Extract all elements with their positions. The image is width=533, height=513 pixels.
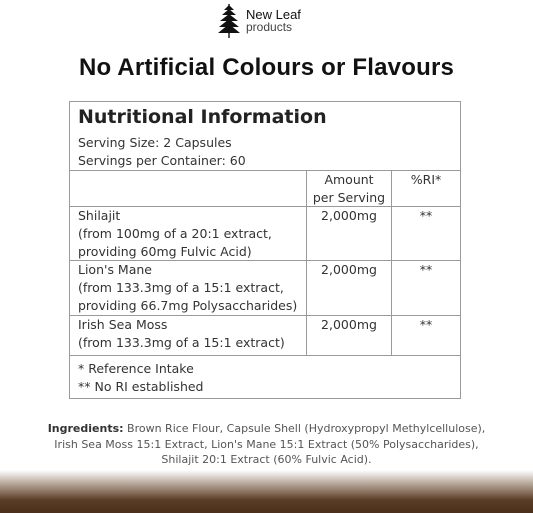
ri-value: ** (419, 208, 433, 223)
ingredients-text (0, 421, 533, 468)
ingredients-line: Irish Sea Moss 15:1 Extract, Lion's Mane 15:1 Extract (50% Polysaccharides), (54, 437, 479, 451)
amount-header-line1: Amount (324, 172, 374, 187)
table-row (78, 316, 285, 352)
ingredient-name: Shilajit (78, 208, 121, 223)
page-headline: No Artificial Colours or Flavours (78, 54, 455, 81)
footnote-reference-intake: * Reference Intake (78, 361, 194, 376)
table-row (78, 261, 297, 315)
nutrition-title: Nutritional Information (78, 106, 327, 128)
brand-sub: products (246, 20, 293, 34)
brand-logo (218, 4, 301, 38)
brand-name: New Leaf (246, 7, 301, 22)
ingredients-line (0, 421, 533, 437)
ingredient-name: Lion's Mane (78, 262, 152, 277)
ingredient-detail: (from 100mg of a 20:1 extract, (78, 226, 272, 241)
table-divider (70, 355, 460, 356)
amount-header (307, 171, 391, 207)
amount-value: 2,000mg (321, 317, 377, 332)
ri-value: ** (419, 317, 433, 332)
serving-size: Serving Size: 2 Capsules (78, 135, 232, 150)
ingredient-name: Irish Sea Moss (78, 317, 168, 332)
ri-value: ** (419, 262, 433, 277)
amount-header-line2: per Serving (312, 190, 386, 205)
amount-value: 2,000mg (321, 208, 377, 223)
ingredient-detail: providing 66.7mg Polysaccharides) (78, 298, 298, 313)
table-row (78, 207, 272, 261)
ingredient-detail: (from 133.3mg of a 15:1 extract) (78, 335, 285, 350)
footnote-no-ri: ** No RI established (78, 379, 204, 394)
tree-icon (218, 4, 240, 38)
amount-value: 2,000mg (321, 262, 377, 277)
ingredients-label: Ingredients: (47, 422, 124, 435)
ri-header: %RI* (410, 172, 442, 187)
ingredient-detail: (from 133.3mg of a 15:1 extract, (78, 280, 284, 295)
ingredient-detail: providing 60mg Fulvic Acid) (78, 244, 252, 259)
nutrition-panel (69, 101, 461, 399)
servings-per-container: Servings per Container: 60 (78, 153, 246, 168)
ingredients-line: Shilajit 20:1 Extract (60% Fulvic Acid). (161, 453, 372, 466)
ingredients-list: Brown Rice Flour, Capsule Shell (Hydroxypropyl Methylcellulose), (123, 422, 486, 435)
soil-footer-image (0, 470, 533, 513)
